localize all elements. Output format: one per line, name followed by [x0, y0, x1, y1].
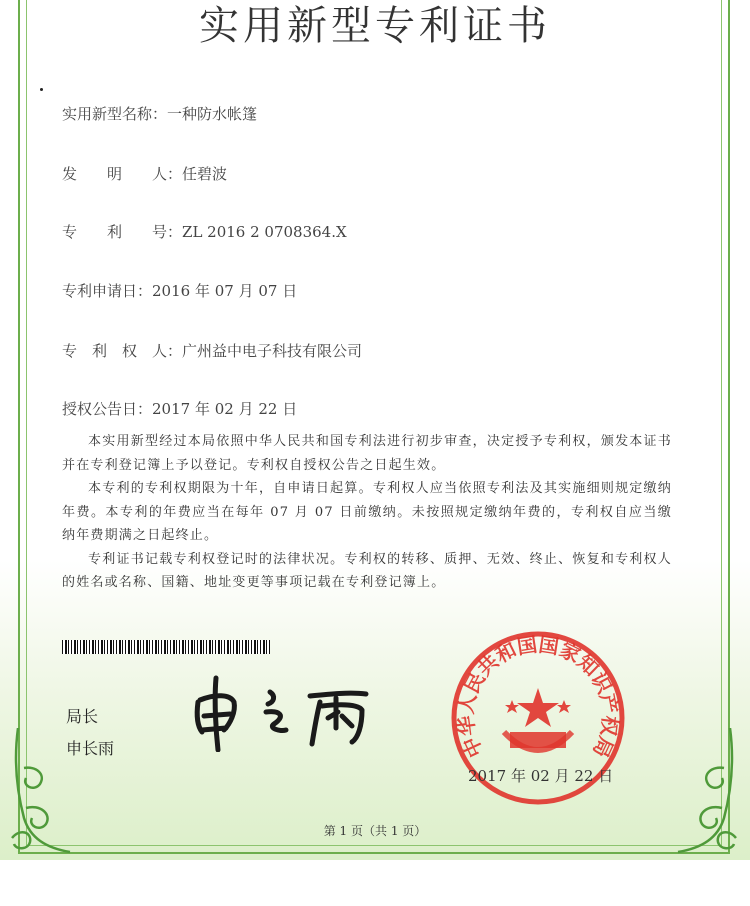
- small-star-icon: [557, 700, 571, 713]
- field-label: 发 明 人：: [62, 165, 183, 183]
- statement-paragraph: 专利证书记载专利权登记时的法律状况。专利权的转移、质押、无效、终止、恢复和专利权人的姓名或名称、国籍、地址变更等事项记载在专利登记簿上。: [62, 551, 672, 590]
- field-label: 专利申请日：: [62, 282, 153, 300]
- seal-text: 中华人民共和国国家知识产权局: [453, 632, 623, 762]
- certificate-statement: [62, 430, 672, 595]
- field-patentee: [62, 340, 362, 361]
- left-corner-ornament-icon: [6, 728, 76, 858]
- field-grant-date: [62, 398, 297, 419]
- field-application-date: [62, 280, 297, 301]
- page-number: 第 1 页（共 1 页）: [323, 824, 427, 838]
- seal-date: 2017 年 02 月 22 日: [468, 767, 614, 785]
- field-inventor: [62, 163, 227, 184]
- field-value: 广州益中电子科技有限公司: [182, 342, 363, 360]
- field-value: 任碧波: [182, 165, 228, 183]
- field-utility-model-name: [62, 103, 257, 124]
- handwritten-signature: [190, 672, 380, 752]
- statement-paragraph: 本专利的专利权期限为十年，自申请日起算。专利权人应当依照专利法及其实施细则规定缴纳年费。本专利的年费应当在每年 07 月 07 日前缴纳。未按照规定缴纳年费的，专利权自应当缴纳年费期满之日起终止。: [62, 481, 672, 543]
- signatory-name: 申长雨: [66, 739, 115, 758]
- speck: [40, 88, 43, 91]
- barcode: [62, 640, 270, 654]
- field-label: 授权公告日：: [62, 400, 153, 418]
- certificate-title: 实用新型专利证书: [199, 3, 551, 49]
- right-corner-ornament-icon: [672, 728, 742, 858]
- field-patent-number: [62, 221, 347, 242]
- field-value: 2017 年 02 月 22 日: [152, 400, 298, 418]
- field-label: 专 利 号：: [62, 223, 183, 241]
- field-value: ZL 2016 2 0708364.X: [182, 223, 347, 241]
- field-value: 一种防水帐篷: [167, 105, 258, 123]
- small-star-icon: [505, 700, 519, 713]
- field-value: 2016 年 07 月 07 日: [152, 282, 298, 300]
- signatory-title: 局长: [66, 707, 99, 726]
- field-label: 专 利 权 人：: [62, 342, 183, 360]
- field-label: 实用新型名称：: [62, 105, 168, 123]
- statement-paragraph: 本实用新型经过本局依照中华人民共和国专利法进行初步审查，决定授予专利权，颁发本证书并在专利登记簿上予以登记。专利权自授权公告之日起生效。: [62, 434, 672, 473]
- star-icon: [517, 688, 559, 727]
